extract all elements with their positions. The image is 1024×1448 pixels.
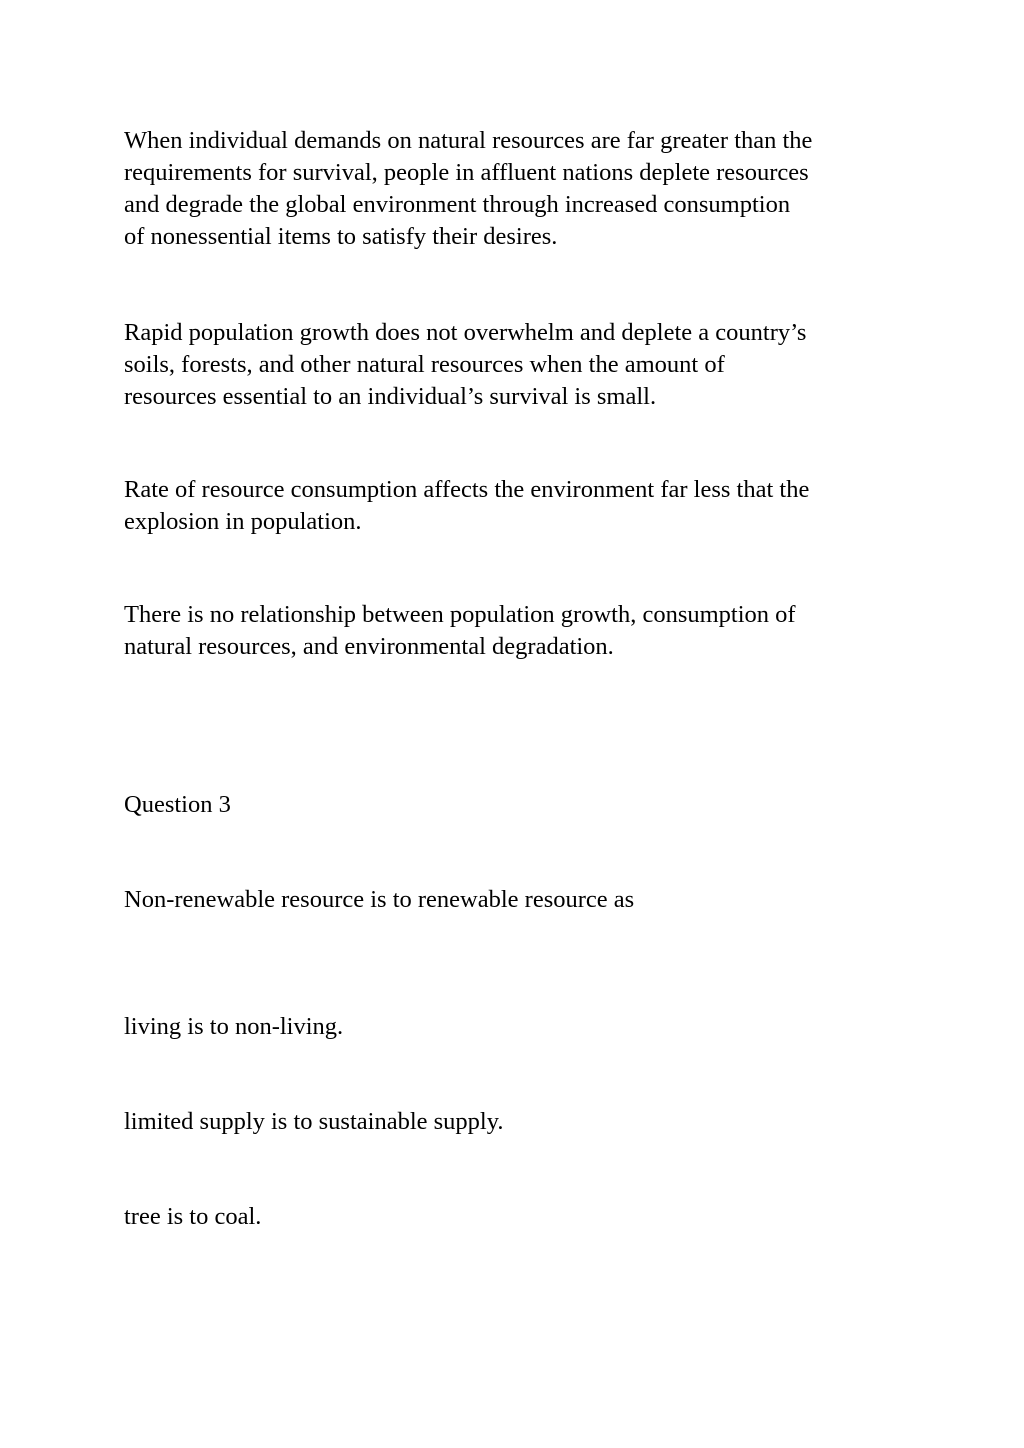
answer-option-text: Rate of resource consumption affects the environment far less that the explosion in population. <box>124 476 810 535</box>
answer-option-text: tree is to coal. <box>124 1203 262 1230</box>
answer-option-text: limited supply is to sustainable supply. <box>124 1108 504 1135</box>
answer-option-text: Rapid population growth does not overwhelm and deplete a country’s soils, forests, and other natural resources when the amount of resources essential to an individual’s survival is small. <box>124 319 807 410</box>
question-heading: Question 3 <box>124 791 231 818</box>
answer-option-text: living is to non-living. <box>124 1013 344 1040</box>
answer-option-text: There is no relationship between population growth, consumption of natural resources, and environmental degradation. <box>124 601 796 660</box>
answer-option-text: When individual demands on natural resources are far greater than the requirements for survival, people in affluent nations deplete resources and degrade the global environment through increased consumption of nonessential items to satisfy their desires. <box>124 127 813 250</box>
question-prompt: Non-renewable resource is to renewable resource as <box>124 886 635 913</box>
